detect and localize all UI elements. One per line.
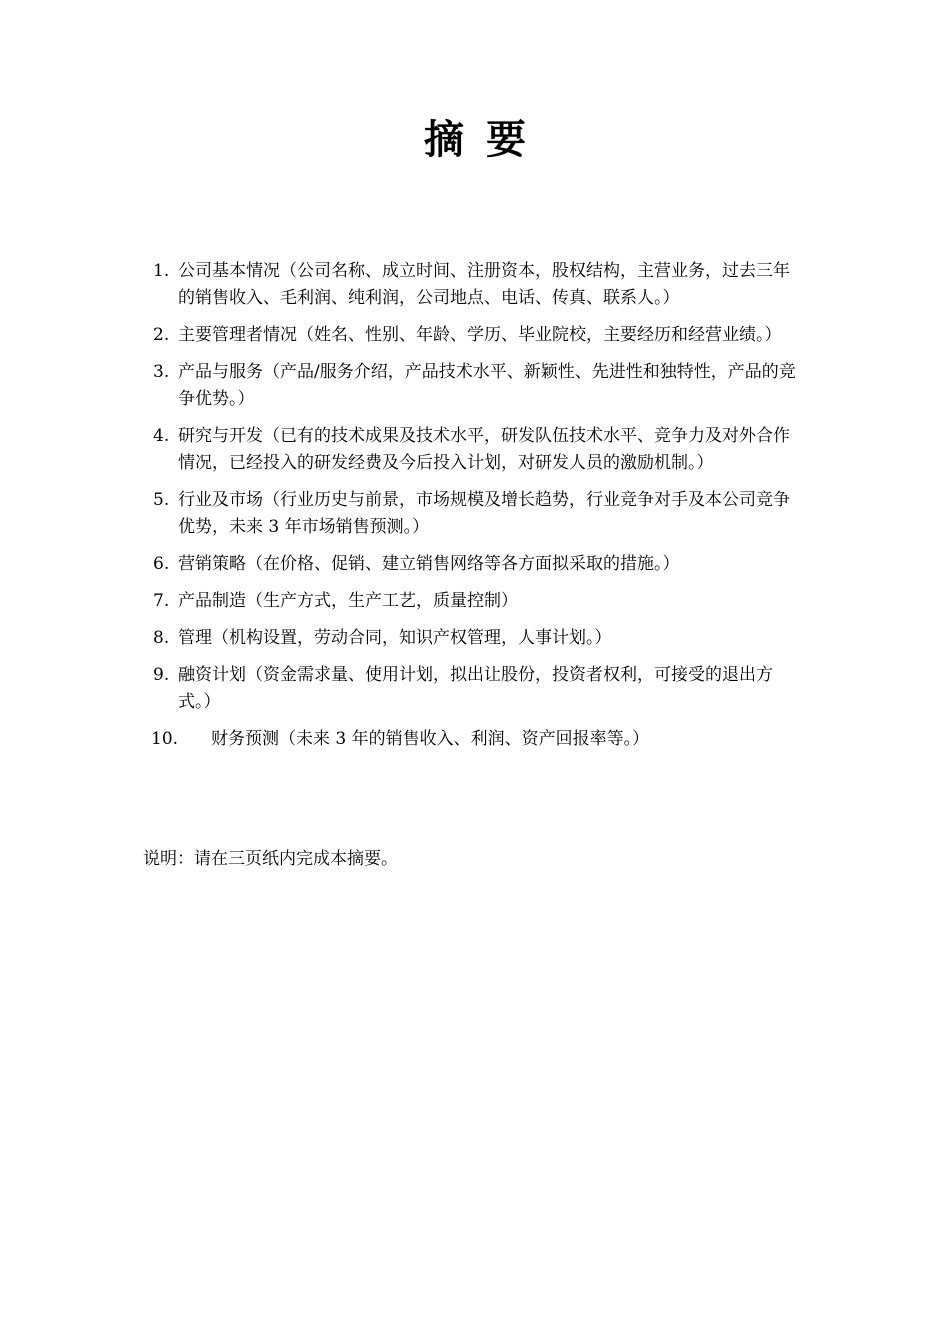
item-description: （姓名、性别、年龄、学历、毕业院校，主要经历和经营业绩。） [297, 325, 782, 345]
item-description: （行业历史与前景，市场规模及增长趋势，行业竞争对手及本公司竞争优势，未来 3 年市场销售预测。） [178, 490, 790, 537]
item-description: （已有的技术成果及技术水平，研发队伍技术水平、竞争力及对外合作情况，已经投入的研发经费及今后投入计划，对研发人员的激励机制。） [178, 426, 790, 473]
item-number: 8. [153, 628, 170, 648]
item-description: （机构设置，劳动合同，知识产权管理，人事计划。） [212, 628, 612, 648]
item-number: 5. [153, 490, 170, 510]
item-number: 1. [153, 261, 170, 281]
summary-item-list [0, 258, 950, 763]
list-item [0, 726, 806, 753]
item-heading: 财务预测 [211, 729, 279, 749]
list-item [0, 359, 806, 413]
item-description: （产品/服务介绍，产品技术水平、新颖性、先进性和独特性，产品的竞争优势。） [178, 362, 796, 409]
item-description: （在价格、促销、建立销售网络等各方面拟采取的措施。） [246, 554, 680, 574]
item-description: （生产方式，生产工艺，质量控制） [246, 591, 518, 611]
item-number: 6. [153, 554, 170, 574]
list-item [0, 258, 806, 312]
item-number: 10. [151, 729, 179, 749]
item-heading: 融资计划 [178, 665, 246, 685]
item-heading: 管理 [178, 628, 212, 648]
list-item [0, 551, 806, 578]
item-description: （公司名称、成立时间、注册资本，股权结构，主营业务，过去三年的销售收入、毛利润、纯利润，公司地点、电话、传真、联系人。） [178, 261, 790, 308]
list-item [0, 662, 806, 716]
list-item [0, 625, 806, 652]
note-text: 说明：请在三页纸内完成本摘要。 [143, 849, 398, 869]
item-number: 4. [153, 426, 170, 446]
item-heading: 行业及市场 [178, 490, 263, 510]
item-heading: 产品制造 [178, 591, 246, 611]
item-number: 7. [153, 591, 170, 611]
item-heading: 公司基本情况 [178, 261, 280, 281]
list-item [0, 588, 806, 615]
item-description: （未来 3 年的销售收入、利润、资产回报率等。） [279, 729, 650, 749]
item-heading: 研究与开发 [178, 426, 263, 446]
item-heading: 产品与服务 [178, 362, 263, 382]
item-description: （资金需求量、使用计划，拟出让股份，投资者权利，可接受的退出方式。） [178, 665, 773, 712]
item-number: 9. [153, 665, 170, 685]
list-item [0, 423, 806, 477]
page-title: 摘要 [424, 116, 548, 163]
item-heading: 主要管理者情况 [178, 325, 297, 345]
item-number: 2. [153, 325, 170, 345]
item-number: 3. [153, 362, 170, 382]
item-heading: 营销策略 [178, 554, 246, 574]
list-item [0, 487, 806, 541]
list-item [0, 322, 806, 349]
